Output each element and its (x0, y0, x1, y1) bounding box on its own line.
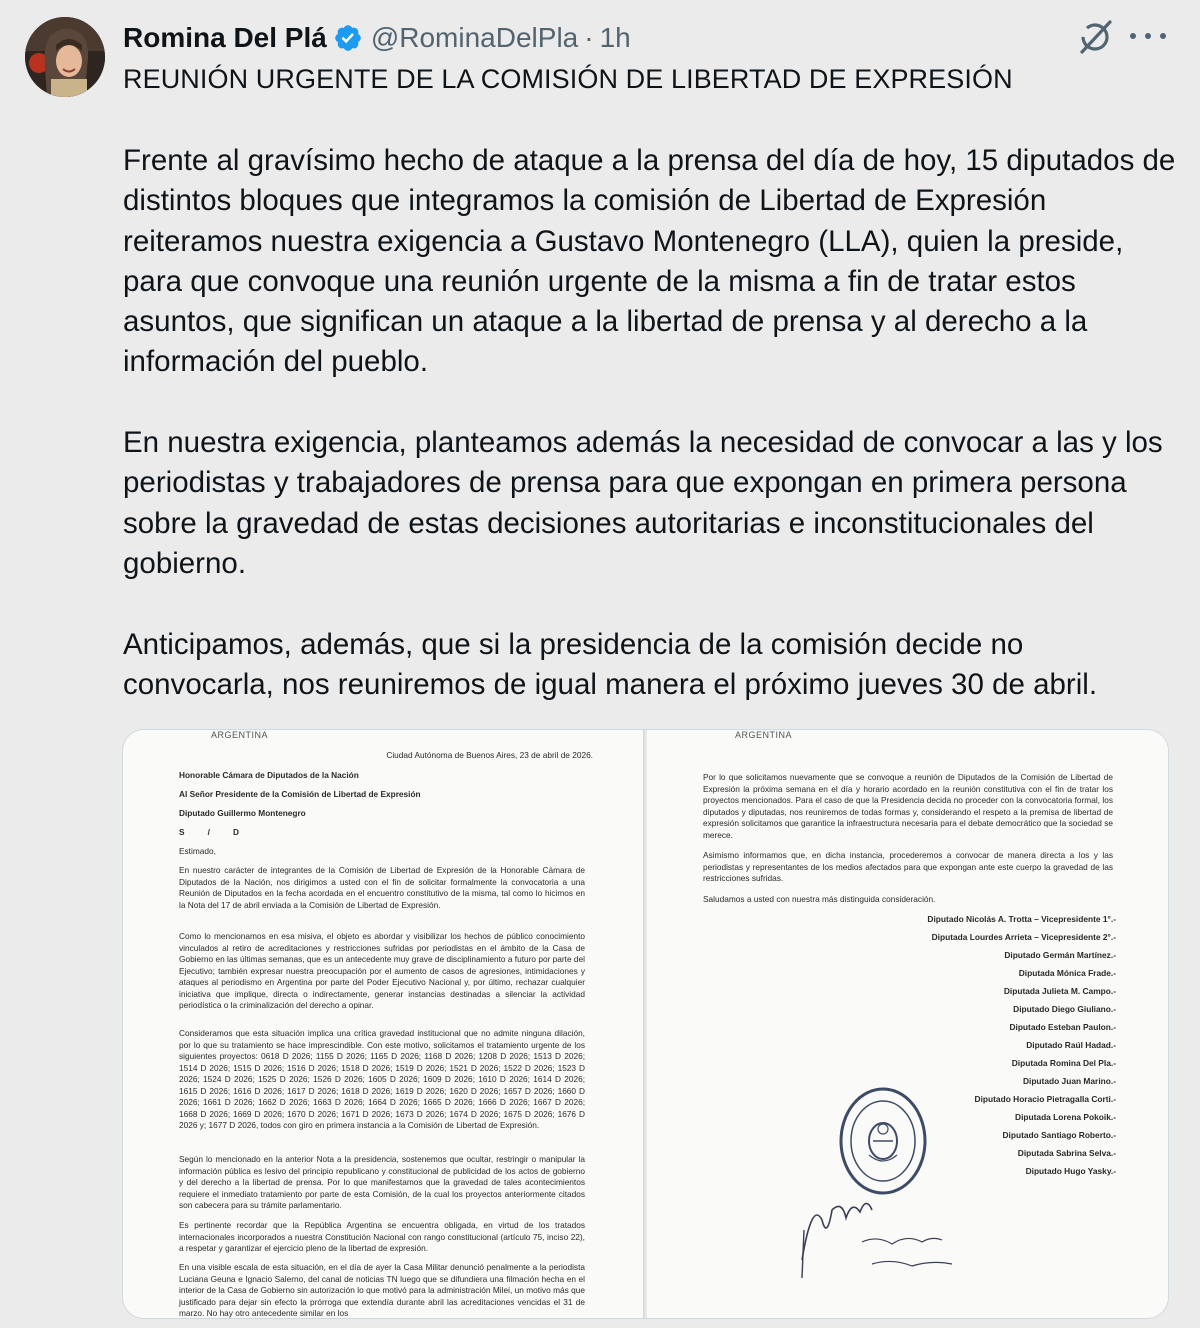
document-paragraph: Saludamos a usted con nuestra más distinguida consideración. (703, 894, 936, 904)
document-addressee: Al Señor Presidente de la Comisión de Libertad de Expresión (179, 789, 421, 799)
signatory: Diputado Juan Marino.- (1022, 1076, 1116, 1086)
document-paragraph: En una visible escala de esta situación, en el día de ayer la Casa Militar denunció penalmente a la periodista Luciana Geuna e Ignacio Salerno, del canal de noticias TN luego que se difundiera una filmación hecha en el interior de la Casa de Gobierno sin autorización lo que motivó para la administración Milei, un motivo más que justificado para dejar sin efecto la prórroga que extendía durante abril las acreditaciones vencidas el 31 de marzo. No hay otro antecedente similar en los (179, 1262, 585, 1318)
signatory: Diputada Julieta M. Campo.- (1003, 986, 1116, 996)
signatory: Diputada Mónica Frade.- (1018, 968, 1116, 978)
signatory: Diputada Sabrina Selva.- (1017, 1148, 1116, 1158)
document-paragraph: Es pertinente recordar que la República Argentina se encuentra obligada, en virtud de los tratados internacionales incorporados a nuestra Constitución Nacional con rango constitucional (artículo 75, inciso 22), a respetar y garantizar el ejercicio pleno de la libertad de expresión. (179, 1220, 585, 1253)
document-paragraph: En nuestro carácter de integrantes de la Comisión de Libertad de Expresión de la Honorable Cámara de Diputados de la Nación, nos dirigimos a usted con el fin de solicitar formalmente la convocatoria a una Reunión de Diputados en la fecha acordada en el encuentro constitutivo de la misma, tal como lo hicimos en la Nota del 17 de abril enviada a la Comisión de Libertad de Expresión. (179, 865, 585, 910)
author-avatar[interactable] (25, 17, 105, 97)
signatory: Diputado Horacio Pietragalla Corti.- (974, 1094, 1116, 1104)
document-addressee: Diputado Guillermo Montenegro (179, 808, 306, 818)
author-name[interactable]: Romina Del Plá (123, 22, 327, 53)
document-greeting: Estimado, (179, 846, 216, 856)
tweet-paragraph-1: Frente al gravísimo hecho de ataque a la prensa del día de hoy, 15 diputados de distintos bloques que integramos la comisión de Libertad de Expresión reiteramos nuestra exigencia a Gustavo Montenegro (LLA), quien la preside, para que convoque una reunión urgente de la misma a fin de tratar estos asuntos, que significan un ataque a la libertad de prensa y al derecho a la información del pueblo. (123, 144, 1176, 379)
signatory: Diputado Santiago Roberto.- (1002, 1130, 1116, 1140)
document-sd: S / D (179, 827, 239, 837)
signatory: Diputado Germán Martínez.- (1004, 950, 1116, 960)
tweet-heading: REUNIÓN URGENTE DE LA COMISIÓN DE LIBERTAD DE EXPRESIÓN (123, 64, 1013, 94)
document-paragraph: Según lo mencionado en la anterior Nota a la presidencia, sostenemos que ocultar, restringir o manipular la información pública es lesivo del principio republicano y constitucional de publicidad de los actos de gobierno y del derecho a la libertad de prensa. Por lo que manifestamos que la gravedad de tales acontecimientos requiere el inmediato tratamiento por parte de esta Comisión, de la cual los proyectos anteriormente citados son cabecera para su trámite parlamentario. (179, 1154, 585, 1210)
tweet-paragraph-3: Anticipamos, además, que si la presidencia de la comisión decide no convocarla, nos reuniremos de igual manera el próximo jueves 30 de abril. (123, 628, 1098, 702)
tweet-header (123, 18, 631, 58)
author-handle[interactable]: @RominaDelPla (370, 22, 579, 53)
dot-icon (1160, 33, 1166, 39)
signatory: Diputada Lorena Pokoik.- (1015, 1112, 1116, 1122)
profile-photo (25, 17, 105, 97)
tweet-media-image[interactable] (122, 729, 1169, 1319)
tweet-paragraph-2: En nuestra exigencia, planteamos además la necesidad de convocar a las y los periodistas y trabajadores de prensa para que expongan en primera persona sobre la gravedad de estas decisiones autoritarias e inconstitucionales del gobierno. (123, 426, 1163, 580)
more-options-icon[interactable] (1130, 22, 1166, 50)
document-paragraph: Consideramos que esta situación implica una crítica gravedad institucional que no admite ninguna dilación, por lo que su tratamiento se hace imprescindible. Con este motivo, solicitamos el tratamiento urgente de los siguientes proyectos: 0618 D 2026; 1155 D 2026; 1165 D 2026; 1168 D 2026; 1208 D 2026; 1513 D 2026; 1514 D 2026; 1515 D 2026; 1516 D 2026; 1518 D 2026; 1519 D 2026; 1521 D 2026; 1522 D 2026; 1523 D 2026; 1524 D 2026; 1525 D 2026; 1526 D 2026; 1605 D 2026; 1609 D 2026; 1610 D 2026; 1614 D 2026; 1615 D 2026; 1616 D 2026; 1617 D 2026; 1618 D 2026; 1619 D 2026; 1620 D 2026; 1657 D 2026; 1660 D 2026; 1661 D 2026; 1662 D 2026; 1663 D 2026; 1664 D 2026; 1665 D 2026; 1666 D 2026; 1667 D 2026; 1668 D 2026; 1669 D 2026; 1670 D 2026; 1671 D 2026; 1673 D 2026; 1674 D 2026; 1675 D 2026; 1676 D 2026 y; 1677 D 2026, todos con giro en primera instancia a la Comisión de Libertad de Expresión. (179, 1028, 585, 1130)
tweet-timestamp[interactable]: 1h (599, 22, 631, 53)
document-date-line: Ciudad Autónoma de Buenos Aires, 23 de abril de 2026. (386, 750, 593, 760)
verified-badge-icon[interactable] (333, 23, 363, 53)
signatory: Diputada Romina Del Pla.- (1011, 1058, 1116, 1068)
signatory-list (927, 910, 1116, 1180)
signatory: Diputado Nicolás A. Trotta – Vicepresidente 1°.- (927, 914, 1116, 924)
signatory: Diputado Diego Giuliano.- (1013, 1004, 1116, 1014)
document-country-label: ARGENTINA (211, 730, 269, 740)
document-right-page (647, 730, 1169, 1318)
handwritten-signature (782, 1160, 1082, 1280)
document-paragraph: Como lo mencionamos en esa misiva, el objeto es abordar y visibilizar los hechos de público conocimiento vinculados al retiro de acreditaciones y restricciones sufridas por periodistas en el ámbito de la Casa de Gobierno en las últimas semanas, que es un antecedente muy grave de disciplinamiento a futuro por parte del Ejecutivo; también expresar nuestra preocupación por el aumento de casos de agresiones, intimidaciones y ataques al periodismo en Argentina por parte del Poder Ejecutivo Nacional y, por último, rechazar cualquier iniciativa que implique, directa o indirectamente, generar instancias destinadas a silenciar la actividad periodística o la criminalización del derecho a opinar. (179, 931, 585, 1010)
document-paragraph: Asimismo informamos que, en dicha instancia, procederemos a convocar de manera directa a los y las periodistas y representantes de los medios afectados para que expongan ante este cuerpo la gravedad de las restricciones sufridas. (703, 850, 1113, 883)
document-left-page (123, 730, 643, 1318)
document-paragraph: Por lo que solicitamos nuevamente que se convoque a reunión de Diputados de la Comisión de Libertad de Expresión la próxima semana en el día y horario acordado en la reunión constitutiva con el fin de tratar los proyectos mencionados. Para el caso de que la Presidencia decida no proceder con la convocatoria formal, los diputados y diputadas, nos reuniremos de todas formas y, considerando el respeto a la premisa de libertad de expresión solicitamos que garantice la infraestructura necesaria para el debate democrático que la sociedad se merece. (703, 772, 1113, 840)
document-addressee: Honorable Cámara de Diputados de la Nación (179, 770, 359, 780)
signatory: Diputado Esteban Paulon.- (1009, 1022, 1116, 1032)
separator-dot: · (584, 22, 594, 53)
document-country-label: ARGENTINA (735, 730, 793, 740)
signatory: Diputado Hugo Yasky.- (1025, 1166, 1116, 1176)
signatory: Diputado Raúl Hadad.- (1026, 1040, 1116, 1050)
dot-icon (1130, 33, 1136, 39)
signatory: Diputada Lourdes Arrieta – Vicepresidente 2°.- (931, 932, 1116, 942)
grok-icon[interactable] (1074, 16, 1116, 58)
dot-icon (1145, 33, 1151, 39)
